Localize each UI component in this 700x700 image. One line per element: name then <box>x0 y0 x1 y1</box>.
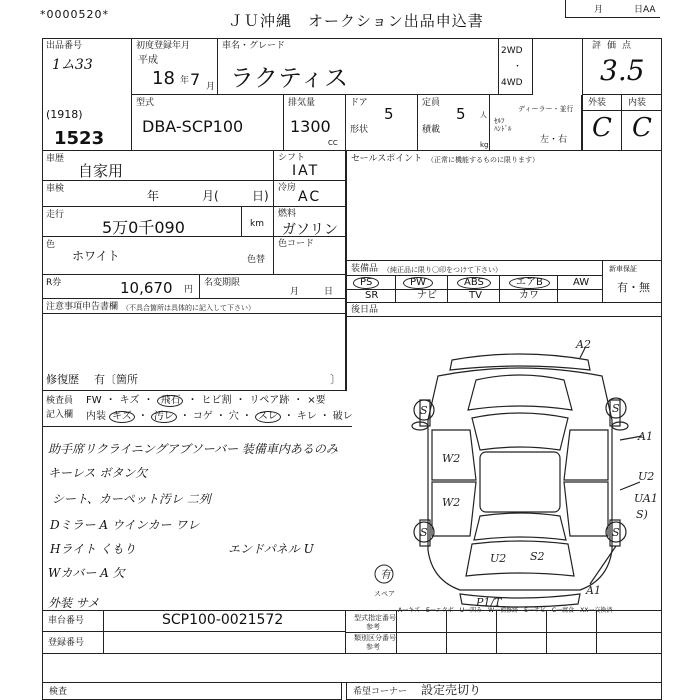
car-damage-diagram <box>374 338 660 610</box>
chassis-value: SCP100-0021572 <box>162 612 284 628</box>
car-name-label: 車名・グレード <box>222 41 286 51</box>
serial-number: *0000520* <box>40 8 109 21</box>
date-box <box>565 0 660 18</box>
mileage-label: 走行 <box>46 210 65 220</box>
roof <box>480 452 560 512</box>
doors-cell <box>346 95 418 151</box>
equipment-note: （純正品に限り〇印をつけて下さい） <box>383 266 502 274</box>
mark-s2-rear: S2 <box>530 550 545 563</box>
footer-inspect-cell <box>42 682 342 700</box>
ext-item: FW <box>86 395 102 406</box>
front-right-door <box>564 430 608 480</box>
ext-item-circled: 飛石 <box>157 395 183 407</box>
displacement-unit: CC <box>328 139 338 147</box>
inspection-label: 車検 <box>46 184 65 194</box>
note-line: Hライト くもり <box>50 542 136 556</box>
name-change-cell <box>200 275 346 299</box>
model-value: DBA-SCP100 <box>142 117 244 136</box>
color-code-cell <box>274 237 346 275</box>
entry-number-hand: 1ム33 <box>52 57 93 73</box>
grades-cell <box>582 95 662 151</box>
registration-month: 7 <box>190 70 201 89</box>
reg-number-label: 登録番号 <box>48 638 85 648</box>
mark-s-fr: S <box>612 402 620 415</box>
inspector-label-2: 記入欄 <box>46 410 74 420</box>
mark-s-rl: S <box>420 526 428 539</box>
designation-label-1: 型式指定番号 <box>354 614 396 622</box>
capacity-label: 定員 <box>422 98 441 108</box>
ext-item: リペア跡 <box>249 395 290 406</box>
equipment-cell <box>346 261 662 303</box>
shift-cell <box>274 151 346 181</box>
equip-airbag: エアB <box>509 277 550 289</box>
mileage-unit-cell <box>242 207 274 237</box>
designation-label-3: 類別区分番号 <box>354 634 396 642</box>
new-car-label: 新車保証 <box>609 265 637 273</box>
score-value: 3.5 <box>600 54 645 87</box>
sales-point-note: （正常に機能するものに限ります） <box>427 156 539 164</box>
year-label: ｾﾙﾌ <box>494 117 505 125</box>
score-cell <box>582 38 662 95</box>
fuel-value: ガソリン <box>282 222 338 238</box>
shift-label: シフト <box>278 153 306 163</box>
color-label: 色 <box>46 240 56 250</box>
interior-items: 内装 キズ ・ 汚レ ・ コゲ ・ 穴 ・ スレ ・ キレ ・ 破レ <box>86 411 353 422</box>
ext-item: キズ <box>119 395 140 406</box>
inspector-cell <box>42 391 352 427</box>
car-name-value: ラクティス <box>230 64 349 92</box>
registration-era: 平成 <box>138 55 158 66</box>
sales-point-label: セールスポイント <box>351 154 423 164</box>
spare-label: スペア <box>374 590 395 598</box>
note-line: 外装 サメ <box>48 596 100 610</box>
designation-label-4: 参考 <box>366 643 380 651</box>
int-item-circled: スレ <box>255 411 281 423</box>
aftermarket-label: 後日品 <box>351 305 379 315</box>
registration-year-unit: 年 <box>180 76 190 86</box>
int-item: 破レ <box>332 411 353 422</box>
registration-month-unit: 月 <box>206 82 216 92</box>
capacity-unit: 人 <box>480 111 487 119</box>
reg-number-cell <box>42 632 346 654</box>
history-value: 自家用 <box>78 162 124 180</box>
month-label: 月 <box>594 5 604 15</box>
mark-p1t: P1/T <box>476 596 502 609</box>
equip-abs: ABS <box>457 277 491 289</box>
recycle-value: 10,670 <box>120 279 173 297</box>
damage-legend: A一キズ E一エクボ U一凹み W一補修跡 S一サビ C一腐食 XX一交換済 <box>398 607 613 614</box>
handle-label: ﾊﾝﾄﾞﾙ <box>494 125 512 133</box>
fuel-cell <box>274 207 346 237</box>
mileage-cell <box>42 207 242 237</box>
aircon-value: AC <box>298 189 322 205</box>
equip-ps: PS <box>353 277 379 289</box>
mark-a2: A2 <box>576 338 591 351</box>
history-cell <box>42 151 274 181</box>
mark-s-right: S) <box>636 508 648 521</box>
footer-desired-cell <box>346 682 662 700</box>
int-item: 穴 <box>228 411 239 422</box>
drive-2wd: 2WD <box>501 46 523 56</box>
handle-value: 左・右 <box>540 135 568 145</box>
inspection-cell <box>42 181 274 207</box>
color-value: ホワイト <box>72 249 120 263</box>
rear-glass <box>474 513 566 540</box>
note-line: Dミラー A ウインカー ワレ <box>50 518 200 532</box>
exterior-items: FW ・ キズ ・ 飛石 ・ ヒビ割 ・ リペア跡 ・ ×要 <box>86 395 326 406</box>
exterior-label: 外装 <box>588 98 607 108</box>
mark-u2-rear: U2 <box>490 552 507 565</box>
note-line: シート、カーペット汚レ 二列 <box>52 492 211 506</box>
mark-s-rr: S <box>612 526 620 539</box>
score-label: 評価点 <box>592 41 638 51</box>
registration-label: 初度登録年月 <box>136 41 191 51</box>
dealer-cell <box>490 95 582 151</box>
name-change-month: 月 <box>290 287 300 297</box>
doors-label: ドア <box>350 98 368 108</box>
footer-desired-value: 設定売切り <box>421 683 482 697</box>
color-code-label: 色コード <box>278 239 315 249</box>
inspection-day: 日) <box>252 189 269 203</box>
accident-note: （不具合箇所は具体的に記入して下さい） <box>122 304 255 312</box>
equip-pw: PW <box>403 277 433 289</box>
model-cell <box>132 95 284 151</box>
displacement-cell <box>284 95 346 151</box>
aftermarket-cell <box>346 303 662 317</box>
body-outline <box>428 368 612 590</box>
mark-s-fl: S <box>420 404 428 417</box>
aircon-label: 冷房 <box>278 183 297 193</box>
equip-tv: TV <box>469 290 482 301</box>
recycle-unit: 円 <box>184 285 194 295</box>
capacity-cell <box>418 95 490 151</box>
name-change-day: 日 <box>324 287 334 297</box>
interior-label: 内装 <box>628 98 647 108</box>
displacement-label: 排気量 <box>288 98 316 108</box>
drive-dot: ・ <box>513 62 523 72</box>
lot-number: 1523 <box>54 128 105 149</box>
inspection-year: 年 <box>147 189 160 203</box>
note-line: エンドパネル U <box>228 542 314 556</box>
mark-w2-front: W2 <box>442 452 461 465</box>
repair-value: 有〔箇所 <box>94 373 138 386</box>
interior-prefix: 内装 <box>86 411 106 422</box>
hood <box>468 375 572 410</box>
registration-cell <box>132 38 218 95</box>
footer-inspect-label: 検査 <box>49 687 68 697</box>
ext-item: ×要 <box>307 395 326 406</box>
chassis-cell <box>42 610 346 632</box>
repair-close: 〕 <box>330 373 341 386</box>
mark-ua1: UA1 <box>634 492 658 505</box>
load-unit: kg <box>480 141 489 149</box>
windshield <box>472 413 568 450</box>
model-label: 型式 <box>136 98 155 108</box>
repair-label: 修復歴 <box>46 373 79 386</box>
history-label: 車歴 <box>46 154 65 164</box>
mark-w2-rear: W2 <box>442 496 461 509</box>
displacement-value: 1300 <box>290 117 331 136</box>
mark-spare-yes: 有 <box>380 568 391 581</box>
mark-a1-right: A1 <box>638 430 653 443</box>
exterior-grade: C <box>592 113 612 143</box>
accident-cell <box>42 299 346 391</box>
note-line: 助手席リクライニングアブソーバー 装備車内あるのみ <box>48 442 338 456</box>
day-label: 日AA <box>634 5 656 15</box>
note-line: Wカバー A 欠 <box>48 566 125 580</box>
inspector-label-1: 検査員 <box>46 396 74 406</box>
aircon-cell <box>274 181 346 207</box>
rear-gate <box>466 541 574 576</box>
rear-left-door <box>432 482 476 536</box>
rear-right-door <box>564 482 608 536</box>
shape-label: 形状 <box>350 125 369 135</box>
designation-label-2: 参考 <box>366 623 380 631</box>
equip-sr: SR <box>365 290 379 301</box>
car-name-cell <box>218 38 533 95</box>
new-car-value: 有・無 <box>617 281 650 294</box>
equip-leather: カワ <box>519 290 539 301</box>
shift-value: IAT <box>292 163 320 179</box>
registration-year: 18 <box>152 68 175 89</box>
accident-label: 注意事項申告書欄 <box>46 302 119 312</box>
ext-item: ヒビ割 <box>201 395 232 406</box>
entry-number-cell <box>42 38 132 151</box>
drive-4wd: 4WD <box>501 78 523 88</box>
doors-value: 5 <box>384 105 394 123</box>
int-item-circled: キズ <box>109 411 135 423</box>
name-change-label: 名変期限 <box>204 278 241 288</box>
equipment-label: 装備品 <box>351 264 379 274</box>
form-title: ＪＵ沖縄 オークション出品申込書 <box>228 12 484 30</box>
dealer-label: ディーラー・並行 <box>518 105 574 113</box>
note-line: キーレス ボタン欠 <box>48 466 148 480</box>
recycle-cell <box>42 275 200 299</box>
mileage-unit: km <box>250 219 264 229</box>
mark-u2: U2 <box>638 470 655 483</box>
equip-navi: ナビ <box>417 290 437 301</box>
color-change-label: 色替 <box>247 255 266 265</box>
recycle-label: R券 <box>46 278 62 288</box>
load-label: 積載 <box>422 125 441 135</box>
color-cell <box>42 237 274 275</box>
entry-number-label: 出品番号 <box>46 41 83 51</box>
interior-grade: C <box>632 113 652 143</box>
int-item-circled: 汚レ <box>151 411 177 423</box>
chassis-label: 車台番号 <box>48 616 85 626</box>
mark-a1-rear: A1 <box>586 584 601 597</box>
mileage-value: 5万0千090 <box>102 218 185 237</box>
footer-desired-label: 希望コーナー <box>353 687 408 697</box>
int-item: コゲ <box>192 411 213 422</box>
sales-point-cell <box>346 151 662 261</box>
capacity-value: 5 <box>456 105 466 123</box>
equip-aw: AW <box>573 277 590 288</box>
fuel-label: 燃料 <box>278 209 297 219</box>
inspection-month: 月( <box>202 189 219 203</box>
designation-cell <box>346 610 662 654</box>
entry-code: (1918) <box>46 108 83 121</box>
int-item: キレ <box>296 411 317 422</box>
